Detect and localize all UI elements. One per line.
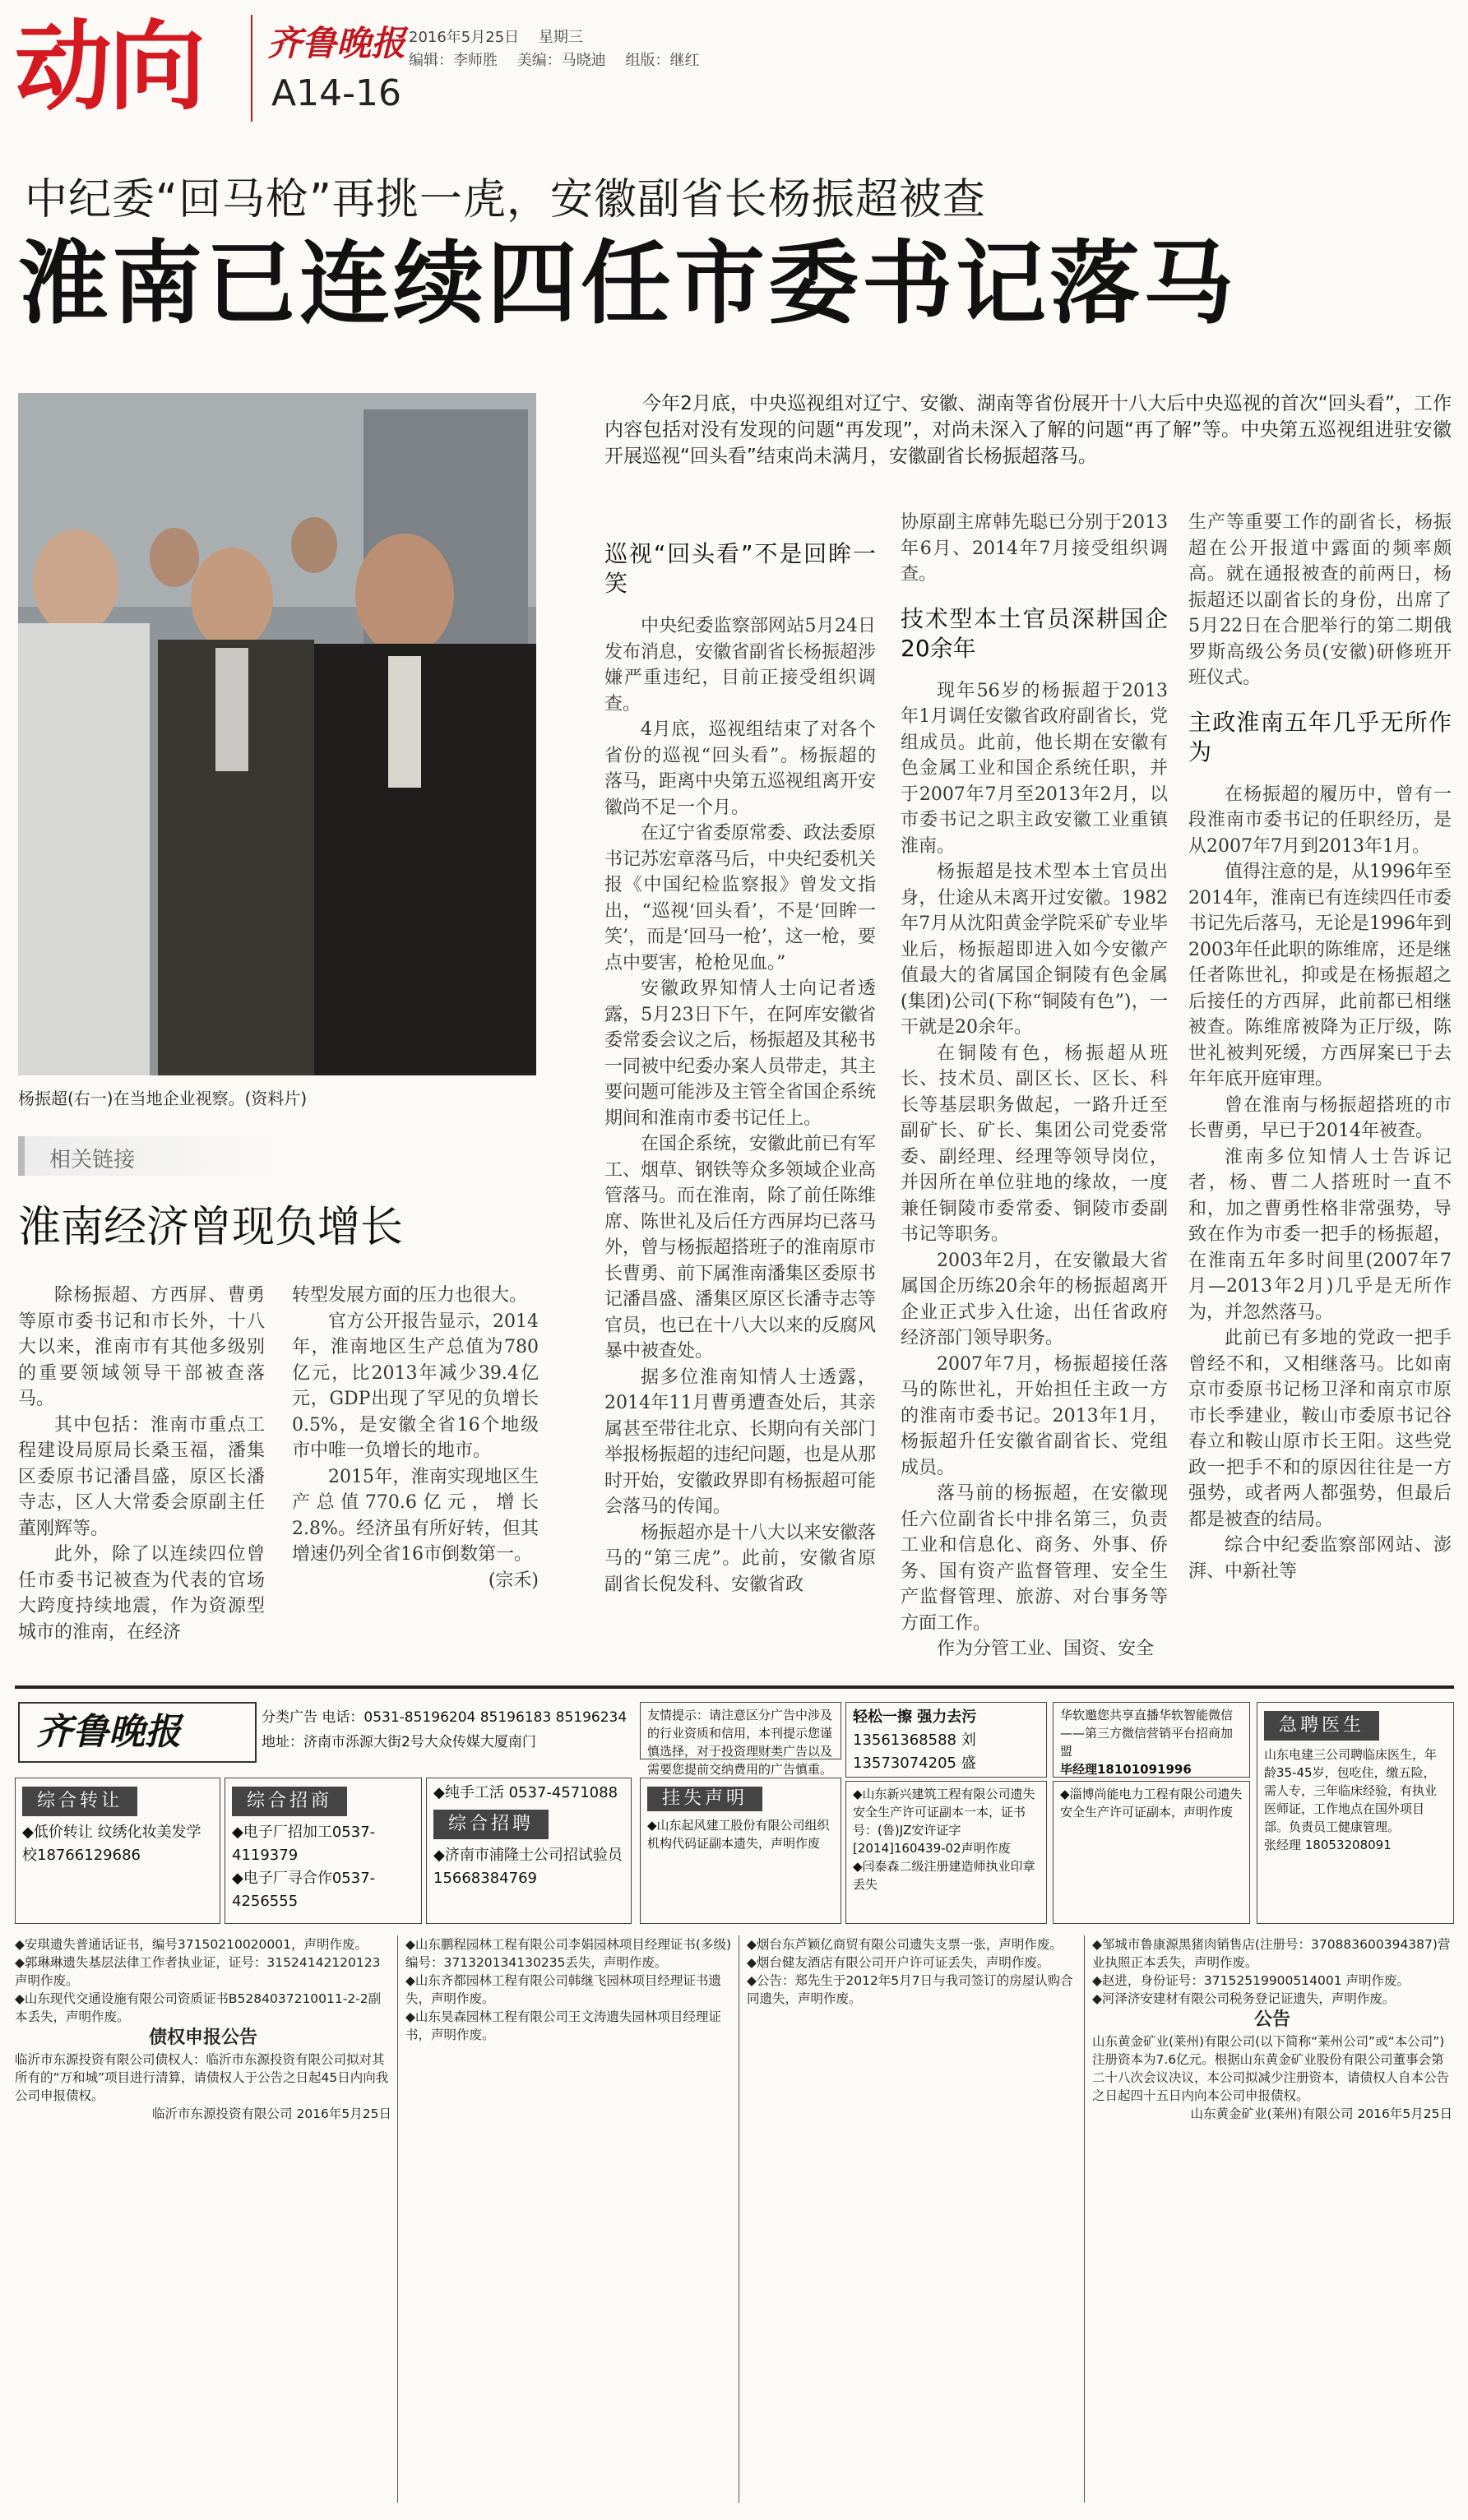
related-column-2 [292, 1283, 539, 1593]
ad-investment-item-1: ◆电子厂招加工0537-4119379 [232, 1824, 376, 1864]
paragraph: 2003年2月，在安徽最大省属国企历练20余年的杨振超离开企业正式步入仕途，出任省政府经济部门领导职务。 [901, 1250, 1168, 1348]
notice-column-3 [747, 1935, 1077, 2503]
paragraph: 4月底，巡视组结束了对各个省份的巡视“回头看”。杨振超的落马，距离中央第五巡视组离开安徽尚不足一个月。 [604, 719, 877, 818]
notice-item: ◆公告：郑先生于2012年5月7日与我司签订的房屋认购合同遗失，声明作废。 [747, 1973, 1073, 2006]
paragraph: 作为分管工业、国资、安全 [937, 1639, 1155, 1659]
announcement-body: 山东黄金矿业(莱州)有限公司(以下简称“莱州公司”或“本公司”)注册资本为7.6亿元。根据山东黄金矿业股份有限公司董事会第二十八次会议决议，本公司拟减少注册资本，请债权人自本公告之日起四十五日内向本公司申报债权。 [1092, 2034, 1450, 2103]
related-column-1 [18, 1283, 265, 1645]
notice-item: ◆山东鹏程园林工程有限公司李娟园林项目经理证书(多级)编号：371320134130235丢失，声明作废。 [405, 1937, 732, 1970]
paragraph: 在杨振超的履历中，曾有一段淮南市委书记的任职经历，是从2007年7月到2013年1月。 [1188, 784, 1452, 857]
masthead-divider [251, 15, 252, 122]
proof-credit: 组版：继红 [625, 52, 700, 69]
notice-item: ◆山东齐都园林工程有限公司韩继飞园林项目经理证书遗失，声明作废。 [405, 1973, 721, 2006]
article-column-1 [604, 534, 876, 1598]
ad-cleaning-phone-2: 13573074205 盛 [853, 1755, 976, 1772]
notice-item: ◆山东现代交通设施有限公司资质证书B5284037210011-2-2副本丢失，声明作废。 [15, 1991, 382, 2024]
ads-warning: 友情提示：请注意区分广告中涉及的行业资质和信用，本刊提示您谨慎选择，对于投资理财类广告以及需要您提前交纳费用的广告慎重。 [640, 1702, 841, 1759]
paragraph: 生产等重要工作的副省长，杨振超在公开报道中露面的频率颇高。就在通报被查的前两日，杨振超还以副省长的身份，出席了5月22日在合肥举行的第二期俄罗斯高级公务员(安徽)研修班开班仪式。 [1188, 512, 1452, 688]
ad-wechat-phone: 毕经理18101091996 [1060, 1762, 1192, 1777]
ad-doctor-contact: 张经理 18053208091 [1264, 1838, 1392, 1852]
ads-contact [262, 1705, 627, 1755]
ad-cleaning [845, 1702, 1047, 1778]
ad-investment [225, 1778, 422, 1924]
notice-item: ◆山东昊森园林工程有限公司王文涛遗失园林项目经理证书，声明作废。 [405, 2009, 721, 2042]
masthead [0, 0, 1468, 140]
notice-column-1 [15, 1935, 391, 2503]
paragraph: 落马前的杨振超，在安徽现任六位副省长中排名第三，负责工业和信息化、商务、外事、侨务、国有资产监督管理、安全生产监督管理、旅游、对台事务等方面工作。 [901, 1483, 1168, 1634]
ad-hiring-item-2: ◆济南市浦隆士公司招试验员15668384769 [433, 1847, 623, 1887]
paragraph: 在铜陵有色，杨振超从班长、技术员、副区长、区长、科长等基层职务做起，一路升迁至副矿长、矿长、集团公司党委常委、副经理、经理等领导岗位，并因所在单位驻地的缘故，一度兼任铜陵市委常委、铜陵市委副书记等职务。 [901, 1043, 1168, 1245]
ad-doctor-text: 山东电建三公司聘临床医生，年龄35-45岁，包吃住，缴五险，需人专，三年临床经验，有执业医师证，工作地点在国外项目部。负责员工健康管理。 [1264, 1747, 1438, 1834]
ad-wechat [1053, 1702, 1250, 1778]
ad-lost-item-2: ◆山东新兴建筑工程有限公司遗失安全生产许可证副本一本，证书号：(鲁)JZ安许证字[2014]160439-02声明作废 [853, 1787, 1035, 1856]
ad-lost-item-4: ◆淄博尚能电力工程有限公司遗失安全生产许可证副本，声明作废 [1060, 1787, 1243, 1819]
subhead-1: 巡视“回头看”不是回眸一笑 [604, 540, 876, 597]
subhead-3: 主政淮南五年几乎无所作为 [1188, 708, 1452, 765]
section-name: 动向 [15, 10, 203, 123]
notice-item: ◆赵进，身份证号：37152519900514001 声明作废。 [1092, 1973, 1410, 1988]
ad-transfer [15, 1778, 220, 1924]
ad-transfer-item: ◆低价转让 纹绣化妆美发学校18766129686 [22, 1824, 201, 1864]
photo-caption: 杨振超(右一)在当地企业视察。(资料片) [18, 1089, 308, 1108]
paragraph: 值得注意的是，从1996年至2014年，淮南已有连续四任市委书记先后落马，无论是1996年到2003年任此职的陈维席，还是继任者陈世礼，抑或是在杨振超之后接任的方西屏，此前都已相继被查。陈维席被降为正厅级，陈世礼被判死缓，方西屏案已于去年年底开庭审理。 [1188, 862, 1452, 1089]
notice-item: ◆烟台健友酒店有限公司开户许可证丢失，声明作废。 [747, 1955, 1050, 1970]
classified-ads [15, 1685, 1454, 2508]
paragraph: 其中包括：淮南市重点工程建设局原局长桑玉福，潘集区委原书记潘昌盛，原区长潘寺志，区人大常委会原副主任董刚辉等。 [18, 1414, 265, 1539]
article-column-2 [901, 510, 1168, 1662]
issue-date: 2016年5月25日 [409, 29, 520, 46]
ad-hiring-label: 综合招聘 [433, 1810, 549, 1839]
ad-cleaning-title: 轻松一擦 强力去污 [853, 1709, 977, 1726]
page-range: A14-16 [271, 72, 401, 114]
ad-lost-3 [1053, 1781, 1250, 1924]
editor-credit: 编辑：李师胜 [409, 52, 498, 69]
announcement-title: 公告 [1253, 2009, 1290, 2030]
ad-doctor-label: 急聘医生 [1264, 1711, 1379, 1741]
ad-transfer-label: 综合转让 [22, 1787, 137, 1816]
paragraph: 官方公开报告显示，2014年，淮南地区生产总值为780亿元，比2013年减少39.4亿元，GDP出现了罕见的负增长0.5%，是安徽全省16个地级市中唯一负增长的地市。 [292, 1311, 539, 1461]
ad-wechat-text: 华软邀您共享直播华软智能微信——第三方微信营销平台招商加盟 [1060, 1708, 1234, 1759]
column-rule [1084, 1935, 1085, 2503]
ad-investment-item-2: ◆电子厂寻合作0537-4256555 [232, 1870, 376, 1910]
ads-header-row [15, 1695, 1454, 1926]
notice-column-2 [405, 1935, 733, 2503]
debt-notice-body: 临沂市东源投资有限公司债权人：临沂市东源投资有限公司拟对其所有的“万和城”项目进行清算，请债权人于公告之日起45日内向我公司申报债权。 [15, 2052, 389, 2103]
debt-notice-title: 债权申报公告 [148, 2028, 257, 2048]
ad-hiring [426, 1778, 632, 1924]
column-rule [397, 1935, 398, 2503]
notice-item: ◆烟台东芦颖亿商贸有限公司遗失支票一张，声明作废。 [747, 1937, 1063, 1952]
notice-item: ◆郭琳琳遗失基层法律工作者执业证，证号：31524142120123 声明作废。 [15, 1955, 381, 1988]
paragraph: 协原副主席韩先聪已分别于2013年6月、2014年7月接受组织调查。 [901, 512, 1168, 585]
debt-notice-signature: 临沂市东源投资有限公司 2016年5月25日 [152, 2106, 391, 2121]
paragraph: 在辽宁省委原常委、政法委原书记苏宏章落马后，中央纪委机关报《中国纪检监察报》曾发文指出，“巡视‘回头看’，不是‘回眸一笑’，而是‘回马一枪’，这一枪，要点中要害，枪枪见血。” [604, 823, 877, 973]
paragraph: 淮南多位知情人士告诉记者，杨、曹二人搭班时一直不和，加之曹勇性格非常强势，导致在作为市委一把手的杨振超，在淮南五年多时间里(2007年7月—2013年2月)几乎是无所作为，并忽然落马。 [1188, 1146, 1452, 1323]
related-link-tag: 相关链接 [18, 1136, 289, 1176]
paragraph: 综合中纪委监察部网站、澎湃、中新社等 [1188, 1535, 1452, 1582]
ad-lost-item-3: ◆闫泰森二级注册建造师执业印章丢失 [853, 1859, 1035, 1892]
notice-item: ◆邹城市鲁康源黑猪肉销售店(注册号：370883600394387)营业执照正本丢失，声明作废。 [1092, 1937, 1451, 1970]
paragraph: 2015年，淮南实现地区生产总值770.6亿元，增长2.8%。经济虽有所好转，但其增速仍列全省16市倒数第一。 [292, 1466, 539, 1565]
ad-lost-2 [845, 1781, 1047, 1924]
related-signature: (宗禾) [488, 1570, 539, 1591]
notice-item: ◆河泽济安建材有限公司税务登记证遗失，声明作废。 [1092, 1991, 1396, 2006]
ad-cleaning-phone-1: 13561368588 刘 [853, 1732, 976, 1749]
paragraph: 杨振超亦是十八大以来安徽落马的“第三虎”。此前，安徽省原副省长倪发科、安徽省政 [604, 1522, 877, 1595]
kicker-headline: 中纪委“回马枪”再挑一虎，安徽副省长杨振超被查 [25, 175, 986, 224]
paragraph: 中央纪委监察部网站5月24日发布消息，安徽省副省长杨振超涉嫌严重违纪，目前正接受组织调查。 [604, 616, 877, 714]
issue-weekday: 星期三 [538, 29, 583, 46]
newspaper-logo: 齐鲁晚报 [267, 23, 406, 63]
paragraph: 据多位淮南知情人士透露，2014年11月曹勇遭查处后，其亲属甚至带往北京、长期向有关部门举报杨振超的违纪问题，也是从那时开始，安徽政界即有杨振超可能会落马的传闻。 [604, 1366, 877, 1517]
ad-lost-item-1: ◆山东起风建工股份有限公司组织机构代码证副本遗失，声明作废 [647, 1818, 830, 1851]
article-column-3 [1188, 510, 1452, 1584]
paragraph: 此前已有多地的党政一把手曾经不和，又相继落马。比如南京市委原书记杨卫泽和南京市原市长季建业，鞍山市委原书记谷春立和鞍山原市长王阳。这些党政一把手不和的原因往往是一方强势，或者两人都强势，但最后都是被查的结局。 [1188, 1328, 1452, 1530]
paragraph: 2007年7月，杨振超接任落马的陈世礼，开始担任主政一方的淮南市委书记。2013年1月，杨振超升任安徽省副省长、党组成员。 [901, 1353, 1168, 1478]
related-title: 淮南经济曾现负增长 [18, 1203, 404, 1252]
paragraph: 此外，除了以连续四位曾任市委书记被查为代表的官场大跨度持续地震，作为资源型城市的淮南，在经济 [18, 1544, 265, 1643]
main-headline: 淮南已连续四任市委书记落马 [18, 231, 1237, 336]
photo-illustration [18, 393, 536, 1075]
paragraph: 转型发展方面的压力也很大。 [292, 1285, 528, 1306]
ads-logo: 齐鲁晚报 [18, 1702, 257, 1763]
ad-hiring-item-1: ◆纯手工活 0537-4571088 [433, 1784, 618, 1801]
ad-investment-label: 综合招商 [232, 1787, 347, 1816]
paragraph: 曾在淮南与杨振超搭班的市长曹勇，早已于2014年被查。 [1188, 1094, 1452, 1141]
ad-doctor [1257, 1702, 1454, 1924]
notice-column-4 [1092, 1935, 1452, 2503]
subhead-2: 技术型本土官员深耕国企20余年 [901, 604, 1168, 662]
notice-item: ◆安琪遗失普通话证书，编号37150210020001，声明作废。 [15, 1937, 368, 1952]
masthead-meta [409, 26, 714, 72]
paragraph: 杨振超是技术型本土官员出身，仕途从未离开过安徽。1982年7月从沈阳黄金学院采矿专业毕业后，杨振超即进入如今安徽产值最大的省属国企铜陵有色金属(集团)公司(下称“铜陵有色”)，一干就是20余年。 [901, 862, 1168, 1038]
paragraph: 在国企系统，安徽此前已有军工、烟草、钢铁等众多领域企业高管落马。而在淮南，除了前任陈维席、陈世礼及后任方西屏均已落马外，曾与杨振超搭班子的淮南原市长曹勇、前下属淮南潘集区委原书记潘昌盛、潘集区原区长潘寺志等官员，也已在十八大以来的反腐风暴中被查处。 [604, 1134, 877, 1362]
paragraph: 除杨振超、方西屏、曹勇等原市委书记和市长外，十八大以来，淮南市有其他多级别的重要领域领导干部被查落马。 [18, 1285, 265, 1409]
lead-paragraph: 今年2月底，中央巡视组对辽宁、安徽、湖南等省份展开十八大后中央巡视的首次“回头看”，工作内容包括对没有发现的问题“再发现”，对尚未深入了解的问题“再了解”等。中央第五巡视组进驻安徽开展巡视“回头看”结束尚未满月，安徽副省长杨振超落马。 [604, 393, 1452, 467]
announcement-signature: 山东黄金矿业(莱州)有限公司 2016年5月25日 [1190, 2106, 1452, 2121]
paragraph: 现年56岁的杨振超于2013年1月调任安徽省政府副省长，党组成员。此前，他长期在安徽有色金属工业和国企系统任职，并于2007年7月至2013年2月，以市委书记之职主政安徽工业重镇淮南。 [901, 680, 1168, 857]
news-photo [18, 393, 536, 1075]
ad-lost [640, 1778, 841, 1924]
ads-phone: 分类广告 电话：0531-85196204 85196183 85196234 [262, 1709, 627, 1726]
ad-lost-label: 挂失声明 [647, 1787, 762, 1811]
ads-address: 地址：济南市泺源大街2号大众传媒大厦南门 [262, 1734, 536, 1750]
paragraph: 安徽政界知情人士向记者透露，5月23日下午，在阿库安徽省委常委会议之后，杨振超及其秘书一同被中纪委办案人员带走，其主要问题可能涉及主管全省国企系统期间和淮南市委书记任上。 [604, 978, 877, 1129]
designer-credit: 美编：马晓迪 [516, 52, 606, 69]
